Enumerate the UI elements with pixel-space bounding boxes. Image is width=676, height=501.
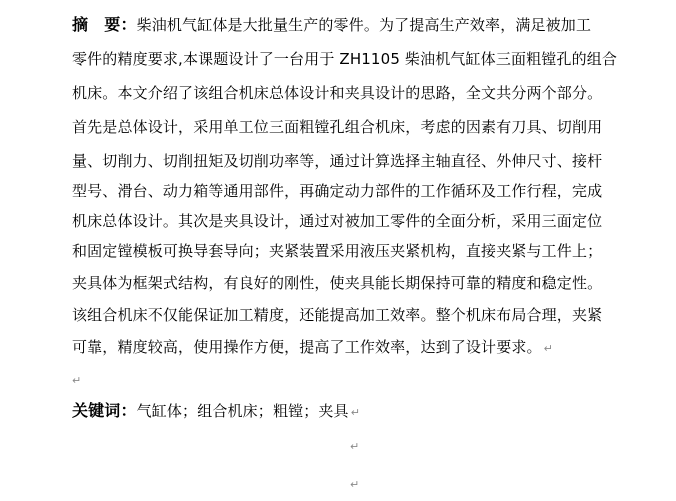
paragraph-mark: ↵ <box>350 406 361 419</box>
abstract-line-3 <box>72 82 602 104</box>
abstract-text: 可靠，精度较高，使用操作方便，提高了工作效率，达到了设计要求。 <box>72 338 542 356</box>
abstract-line-4 <box>72 116 602 138</box>
abstract-line-6 <box>72 180 602 202</box>
paragraph-mark: ↵ <box>350 478 360 491</box>
abstract-line-7 <box>72 210 602 232</box>
abstract-text: 该组合机床不仅能保证加工精度，还能提高加工效率。整个机床布局合理，夹紧 <box>72 306 603 324</box>
keywords-label: 关键词： <box>72 401 137 420</box>
abstract-text: 型号、滑台、动力箱等通用部件，再确定动力部件的工作循环及工作行程，完成 <box>72 182 603 200</box>
abstract-text: 夹具体为框架式结构，有良好的刚性，使夹具能长期保持可靠的精度和稳定性。 <box>72 274 603 292</box>
abstract-line-1 <box>72 14 591 36</box>
abstract-line-9 <box>72 272 602 294</box>
abstract-text: 首先是总体设计，采用单工位三面粗镗孔组合机床，考虑的因素有刀具、切削用 <box>72 118 603 136</box>
abstract-line-5 <box>72 150 602 172</box>
abstract-text: 零件的精度要求,本课题设计了一台用于 ZH1105 柴油机气缸体三面粗镗孔的组合 <box>72 50 618 68</box>
paragraph-mark: ↵ <box>543 342 554 355</box>
keywords-line <box>72 400 360 424</box>
paragraph-mark: ↵ <box>72 374 82 387</box>
abstract-text: 量、切削力、切削扭矩及切削功率等，通过计算选择主轴直径、外伸尺寸、接杆 <box>72 152 603 170</box>
abstract-line-11 <box>72 336 553 360</box>
abstract-text: 机床。本文介绍了该组合机床总体设计和夹具设计的思路，全文共分两个部分。 <box>72 84 603 102</box>
abstract-line-10 <box>72 304 602 326</box>
abstract-text: 和固定镗模板可换导套导向；夹紧装置采用液压夹紧机构，直接夹紧与工件上； <box>72 242 603 260</box>
abstract-line-8 <box>72 240 602 262</box>
keywords-text: 气缸体；组合机床；粗镗；夹具 <box>136 402 349 420</box>
abstract-text: 机床总体设计。其次是夹具设计，通过对被加工零件的全面分析，采用三面定位 <box>72 212 603 230</box>
paragraph-mark: ↵ <box>350 440 360 453</box>
abstract-text: 柴油机气缸体是大批量生产的零件。为了提高生产效率，满足被加工 <box>136 16 592 34</box>
abstract-line-2 <box>72 48 617 70</box>
abstract-label: 摘 要： <box>72 15 137 34</box>
